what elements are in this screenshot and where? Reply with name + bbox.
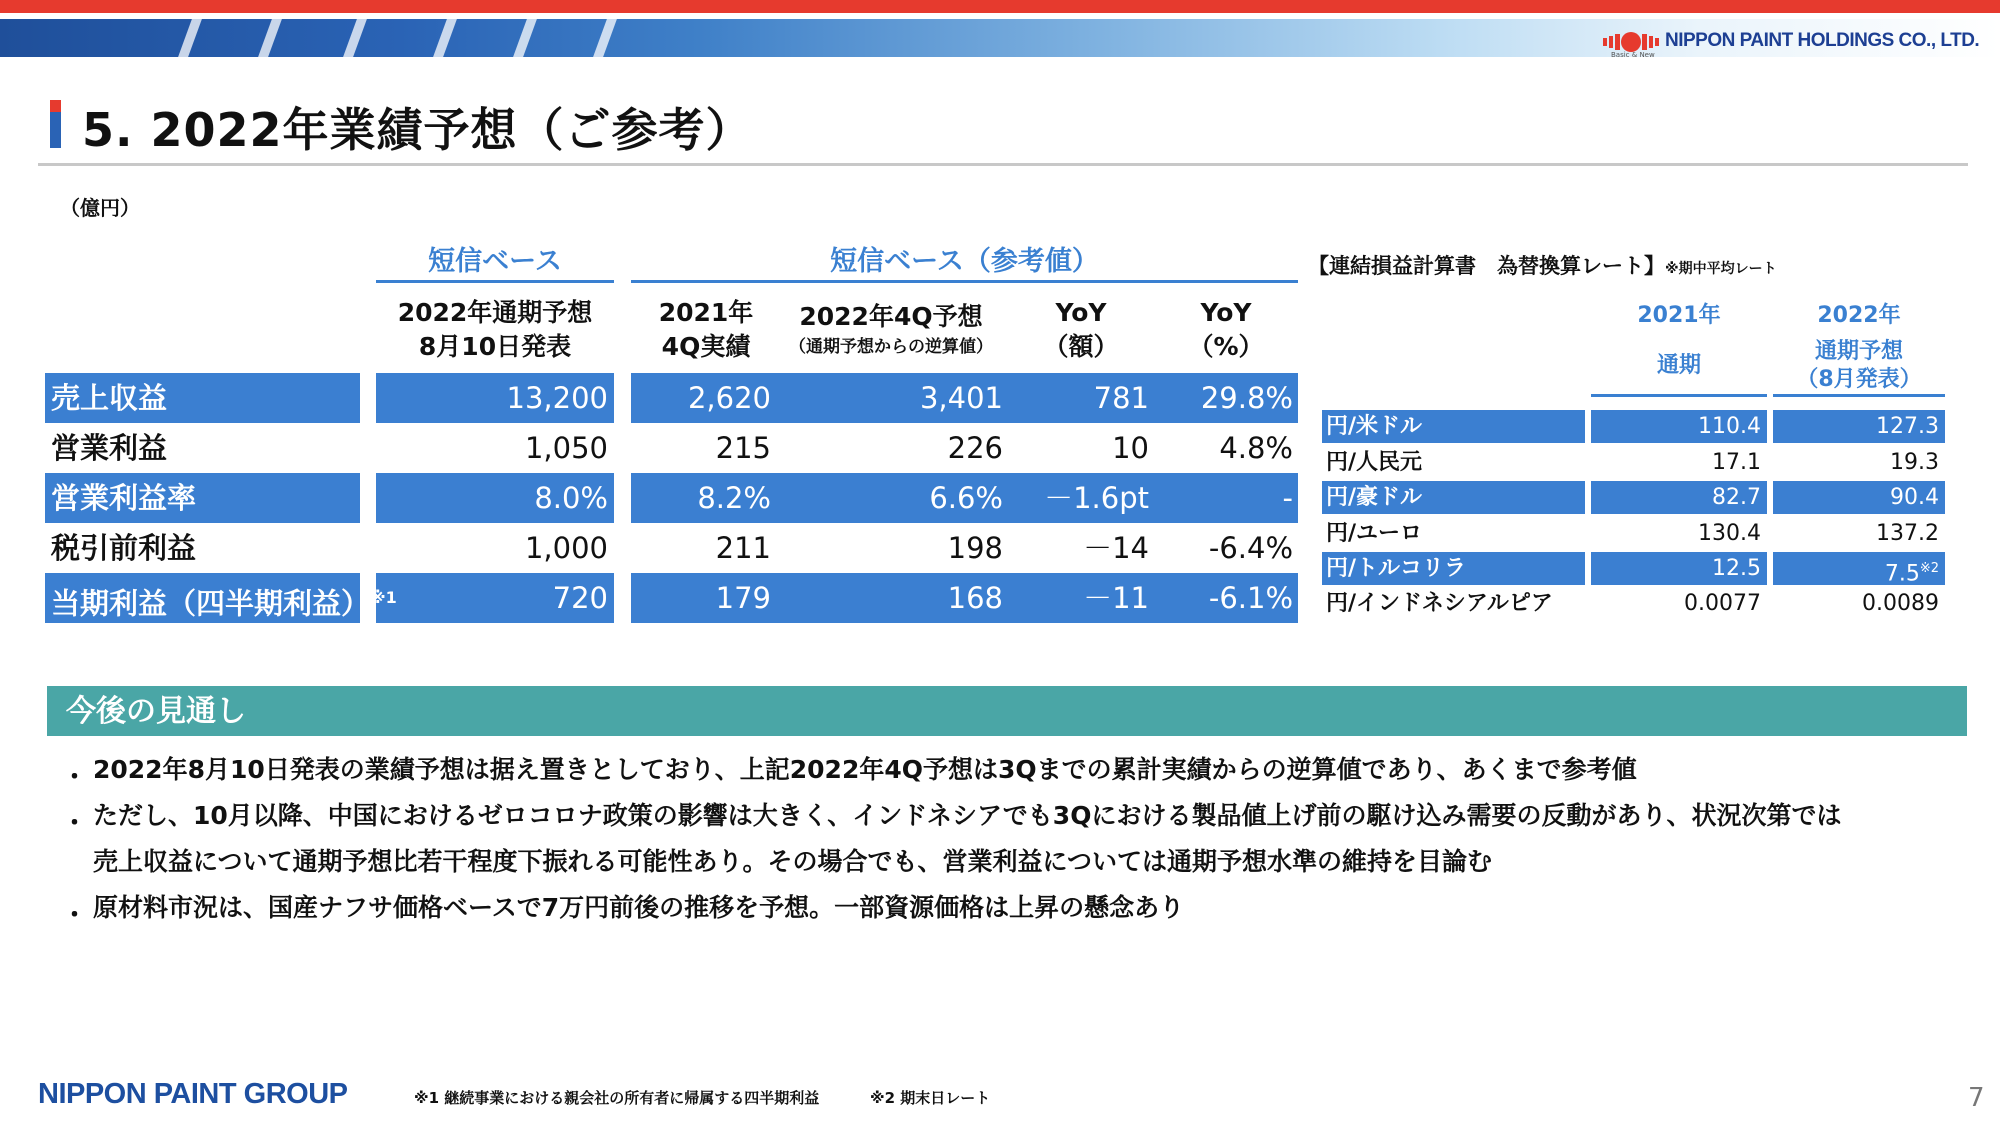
fx-row-label: 円/豪ドル (1326, 485, 1423, 510)
fx-col-header-2022: 2022年 通期予想 （8月発表） (1796, 303, 1922, 392)
row-value: 6.6% (929, 481, 1003, 515)
top-red-stripe (0, 0, 2000, 13)
footer-group-logo: NIPPON PAINT GROUP (38, 1078, 348, 1110)
row-value: 10 (1112, 431, 1149, 465)
title-divider (38, 163, 1968, 166)
fx-row-label: 円/米ドル (1326, 414, 1423, 439)
company-name: NIPPON PAINT HOLDINGS CO., LTD. (1665, 30, 1980, 51)
row-value: 13,200 (506, 381, 608, 415)
fx-row-label: 円/人民元 (1326, 450, 1423, 475)
group-header-tanshin-reference: 短信ベース（参考値） (830, 246, 1099, 277)
title-accent-bar (50, 100, 61, 148)
row-value: －11 (1083, 581, 1149, 615)
row-value: 179 (715, 581, 771, 615)
fx-row-value: 0.0077 (1684, 591, 1761, 616)
footnote-marker: ※1 (370, 588, 397, 607)
row-value: －1.6pt (1044, 481, 1149, 515)
row-label: 売上収益 (51, 381, 168, 415)
fx-row-value: 19.3 (1890, 450, 1939, 475)
page-title: 5. 2022年業績予想（ご参考） (82, 103, 753, 157)
row-value: -6.1% (1208, 581, 1293, 615)
fx-underline-2022 (1773, 394, 1945, 397)
bullet-icon: ・ (62, 762, 88, 791)
row-value: 2,620 (687, 381, 771, 415)
company-logo (1603, 26, 1993, 60)
row-label: 営業利益 (51, 431, 168, 465)
row-label: 当期利益（四半期利益）$^{※1}$ (51, 586, 397, 621)
col-header-2021-4q-actual: 2021年 4Q実績 (658, 298, 754, 361)
logo-tagline: Basic & New (1611, 51, 1655, 59)
row-value: 8.2% (697, 481, 771, 515)
footnote-2: ※2 期末日レート (870, 1089, 991, 1107)
fx-row-value: 110.4 (1698, 414, 1761, 439)
outlook-line: ただし、10月以降、中国におけるゼロコロナ政策の影響は大きく、インドネシアでも3Qにおける製品値上げ前の駆け込み需要の反動があり、状況次第では (93, 801, 1842, 830)
fx-col-header-2021: 2021年 通期 (1637, 303, 1721, 378)
row-value: 211 (715, 531, 771, 565)
outlook-line: 売上収益について通期予想比若干程度下振れる可能性あり。その場合でも、営業利益については通期予想水準の維持を目論む (93, 847, 1493, 876)
row-label: 税引前利益 (51, 531, 197, 565)
fx-underline-2021 (1591, 394, 1767, 397)
col-header-yoy-percent: YoY （%） (1188, 298, 1264, 361)
fx-row-value: 0.0089 (1862, 591, 1939, 616)
col-header-yoy-amount: YoY （額） (1043, 298, 1119, 361)
row-value: 8.0% (534, 481, 608, 515)
row-label: 営業利益率 (51, 481, 197, 515)
group-underline-tanshin (376, 280, 614, 283)
row-value: 781 (1093, 381, 1149, 415)
outlook-line: 2022年8月10日発表の業績予想は据え置きとしており、上記2022年4Q予想は3Qまでの累計実績からの逆算値であり、あくまで参考値 (93, 755, 1637, 784)
row-value: －14 (1083, 531, 1149, 565)
fx-row-value: 127.3 (1876, 414, 1939, 439)
row-value: 226 (947, 431, 1003, 465)
col-header-2022-4q-forecast: 2022年4Q予想 （通期予想からの逆算値） (789, 302, 993, 357)
fx-row-value: 82.7 (1712, 485, 1761, 510)
fx-row-value: 130.4 (1698, 521, 1761, 546)
fx-row-value: 12.5 (1712, 556, 1761, 581)
fx-row-label: 円/ユーロ (1326, 521, 1423, 546)
footnote-marker: ※2 (1919, 561, 1939, 576)
fx-row-label: 円/インドネシアルピア (1326, 591, 1553, 616)
row-value: 168 (947, 581, 1003, 615)
footnote-1: ※1 継続事業における親会社の所有者に帰属する四半期利益 (414, 1089, 820, 1107)
row-value: 3,401 (919, 381, 1003, 415)
outlook-line: 原材料市況は、国産ナフサ価格ベースで7万円前後の推移を予想。一部資源価格は上昇の懸念あり (93, 893, 1185, 922)
outlook-header-bar (47, 686, 1967, 736)
fx-row-value: 90.4 (1890, 485, 1939, 510)
row-value: 1,050 (524, 431, 608, 465)
row-value: 720 (552, 581, 608, 615)
bullet-icon: ・ (62, 808, 88, 837)
row-value: 198 (947, 531, 1003, 565)
fx-table-title: 【連結損益計算書 為替換算レート】※期中平均レート (1308, 254, 1777, 278)
row-value: -6.4% (1208, 531, 1293, 565)
fx-row-value: 17.1 (1712, 450, 1761, 475)
bullet-icon: ・ (62, 900, 88, 929)
col-header-fy2022-forecast: 2022年通期予想 8月10日発表 (397, 298, 593, 361)
group-underline-reference (631, 280, 1298, 283)
outlook-title: 今後の見通し (66, 694, 246, 729)
row-value: 215 (715, 431, 771, 465)
row-value: 29.8% (1200, 381, 1293, 415)
fx-row-value: 7.5$^{※2}$ (1884, 561, 1939, 587)
group-header-tanshin: 短信ベース (428, 246, 562, 277)
row-value: - (1282, 481, 1293, 515)
page-number: 7 (1968, 1083, 1985, 1113)
fx-title-note: ※期中平均レート (1665, 261, 1777, 277)
fx-row-label: 円/トルコリラ (1326, 556, 1467, 581)
fx-row-value: 137.2 (1876, 521, 1939, 546)
unit-label: （億円） (60, 196, 140, 220)
row-value: 1,000 (524, 531, 608, 565)
row-value: 4.8% (1219, 431, 1293, 465)
